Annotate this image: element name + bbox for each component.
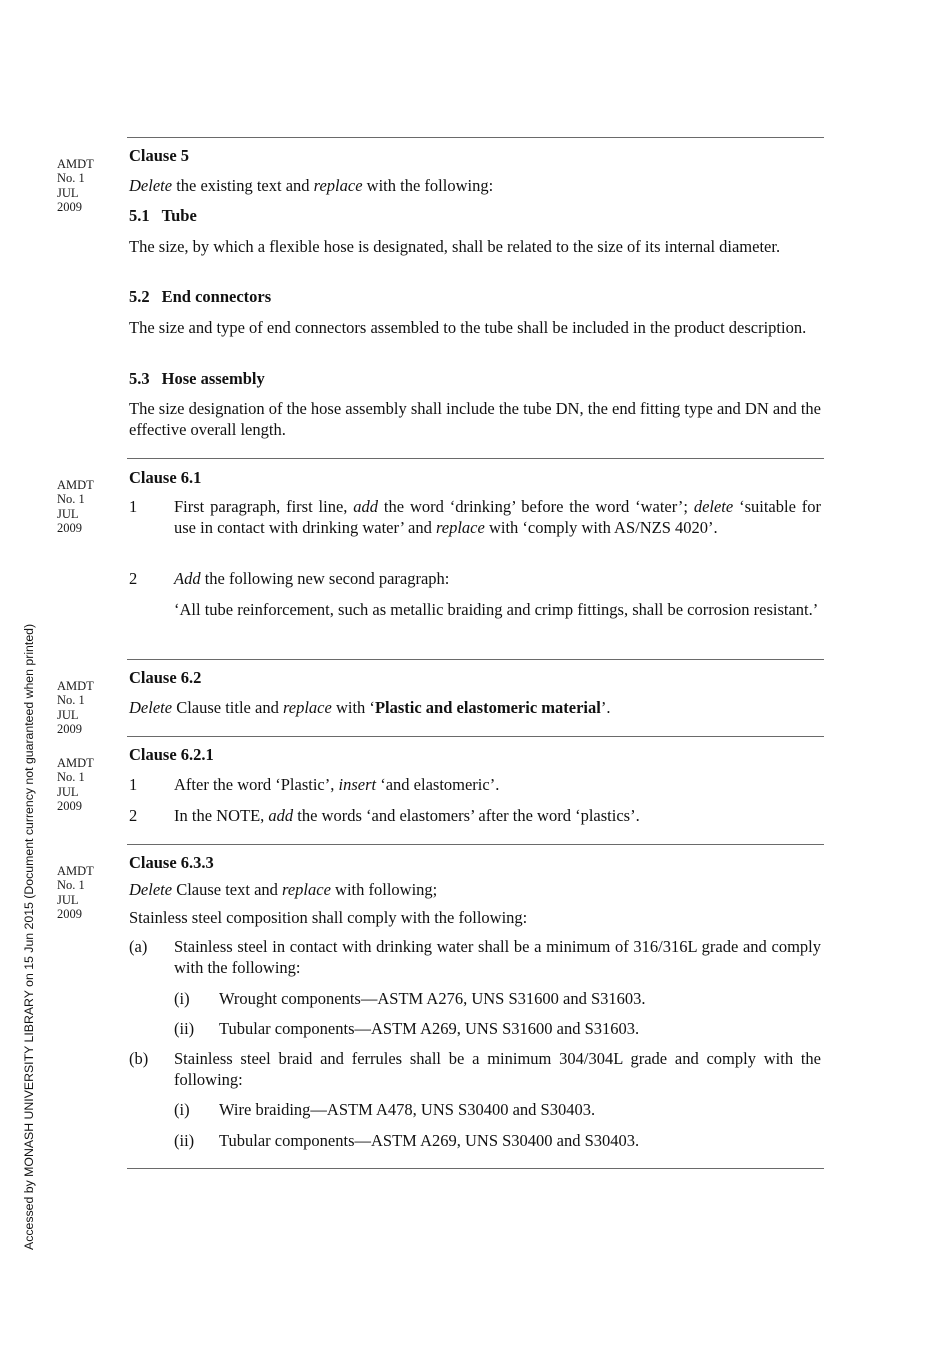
amendment-note: AMDT No. 1 JUL 2009 (57, 157, 94, 214)
section-text: The size and type of end connectors assembled to the tube shall be included in the product description. (129, 318, 807, 337)
item-text: First paragraph, first line, add the word ‘drinking’ before the word ‘water’; delete ‘suitable for use in contact with drinking water’ and replace with ‘comply with AS/NZS 4020’. (174, 497, 822, 537)
clause-heading: Clause 6.2.1 (129, 745, 214, 764)
divider (127, 659, 824, 660)
divider (127, 844, 824, 845)
subitem-text: Tubular components—ASTM A269, UNS S30400 and S30403. (219, 1131, 640, 1150)
subitem-label: (i) (174, 989, 190, 1008)
quoted-paragraph: ‘All tube reinforcement, such as metallic braiding and crimp fittings, shall be corrosion resistant.’ (174, 600, 819, 619)
section-text: The size designation of the hose assembly shall include the tube DN, the end fitting type and DN and the effective overall length. (129, 399, 821, 439)
clause-instruction: Delete Clause title and replace with ‘Plastic and elastomeric material’. (129, 698, 611, 717)
section-heading: 5.1 Tube (129, 206, 197, 225)
clause-heading: Clause 5 (129, 146, 190, 165)
access-notice: Accessed by MONASH UNIVERSITY LIBRARY on 15 Jun 2015 (Document currency not guaranteed when printed) (22, 623, 36, 1250)
item-text: Add the following new second paragraph: (174, 569, 450, 588)
subitem-label: (ii) (174, 1019, 195, 1038)
subitem-text: Wire braiding—ASTM A478, UNS S30400 and S30403. (219, 1100, 596, 1119)
divider (127, 458, 824, 459)
clause-heading: Clause 6.3.3 (129, 853, 214, 872)
divider (127, 736, 824, 737)
amendment-note: AMDT No. 1 JUL 2009 (57, 756, 94, 813)
amendment-note: AMDT No. 1 JUL 2009 (57, 864, 94, 921)
item-text: In the NOTE, add the words ‘and elastomers’ after the word ‘plastics’. (174, 806, 640, 825)
item-label: (a) (129, 937, 148, 956)
item-number: 2 (129, 569, 138, 588)
clause-heading: Clause 6.1 (129, 468, 202, 487)
subitem-text: Wrought components—ASTM A276, UNS S31600 and S31603. (219, 989, 646, 1008)
amendment-note: AMDT No. 1 JUL 2009 (57, 478, 94, 535)
section-text: The size, by which a flexible hose is designated, shall be related to the size of its internal diameter. (129, 237, 781, 256)
divider (127, 1168, 824, 1169)
clause-instruction: Delete the existing text and replace with the following: (129, 176, 494, 195)
item-text: After the word ‘Plastic’, insert ‘and elastomeric’. (174, 775, 500, 794)
item-text: Stainless steel in contact with drinking water shall be a minimum of 316/316L grade and comply with the following: (174, 937, 821, 977)
item-number: 1 (129, 497, 138, 516)
section-heading: 5.2 End connectors (129, 287, 272, 306)
section-heading: 5.3 Hose assembly (129, 369, 265, 388)
subitem-text: Tubular components—ASTM A269, UNS S31600 and S31603. (219, 1019, 640, 1038)
amendment-note: AMDT No. 1 JUL 2009 (57, 679, 94, 736)
clause-intro: Stainless steel composition shall comply with the following: (129, 908, 528, 927)
clause-instruction: Delete Clause text and replace with following; (129, 880, 438, 899)
subitem-label: (i) (174, 1100, 190, 1119)
clause-heading: Clause 6.2 (129, 668, 202, 687)
item-number: 1 (129, 775, 138, 794)
divider (127, 137, 824, 138)
item-text: Stainless steel braid and ferrules shall be a minimum 304/304L grade and comply with the following: (174, 1049, 821, 1089)
subitem-label: (ii) (174, 1131, 195, 1150)
item-number: 2 (129, 806, 138, 825)
item-label: (b) (129, 1049, 149, 1068)
